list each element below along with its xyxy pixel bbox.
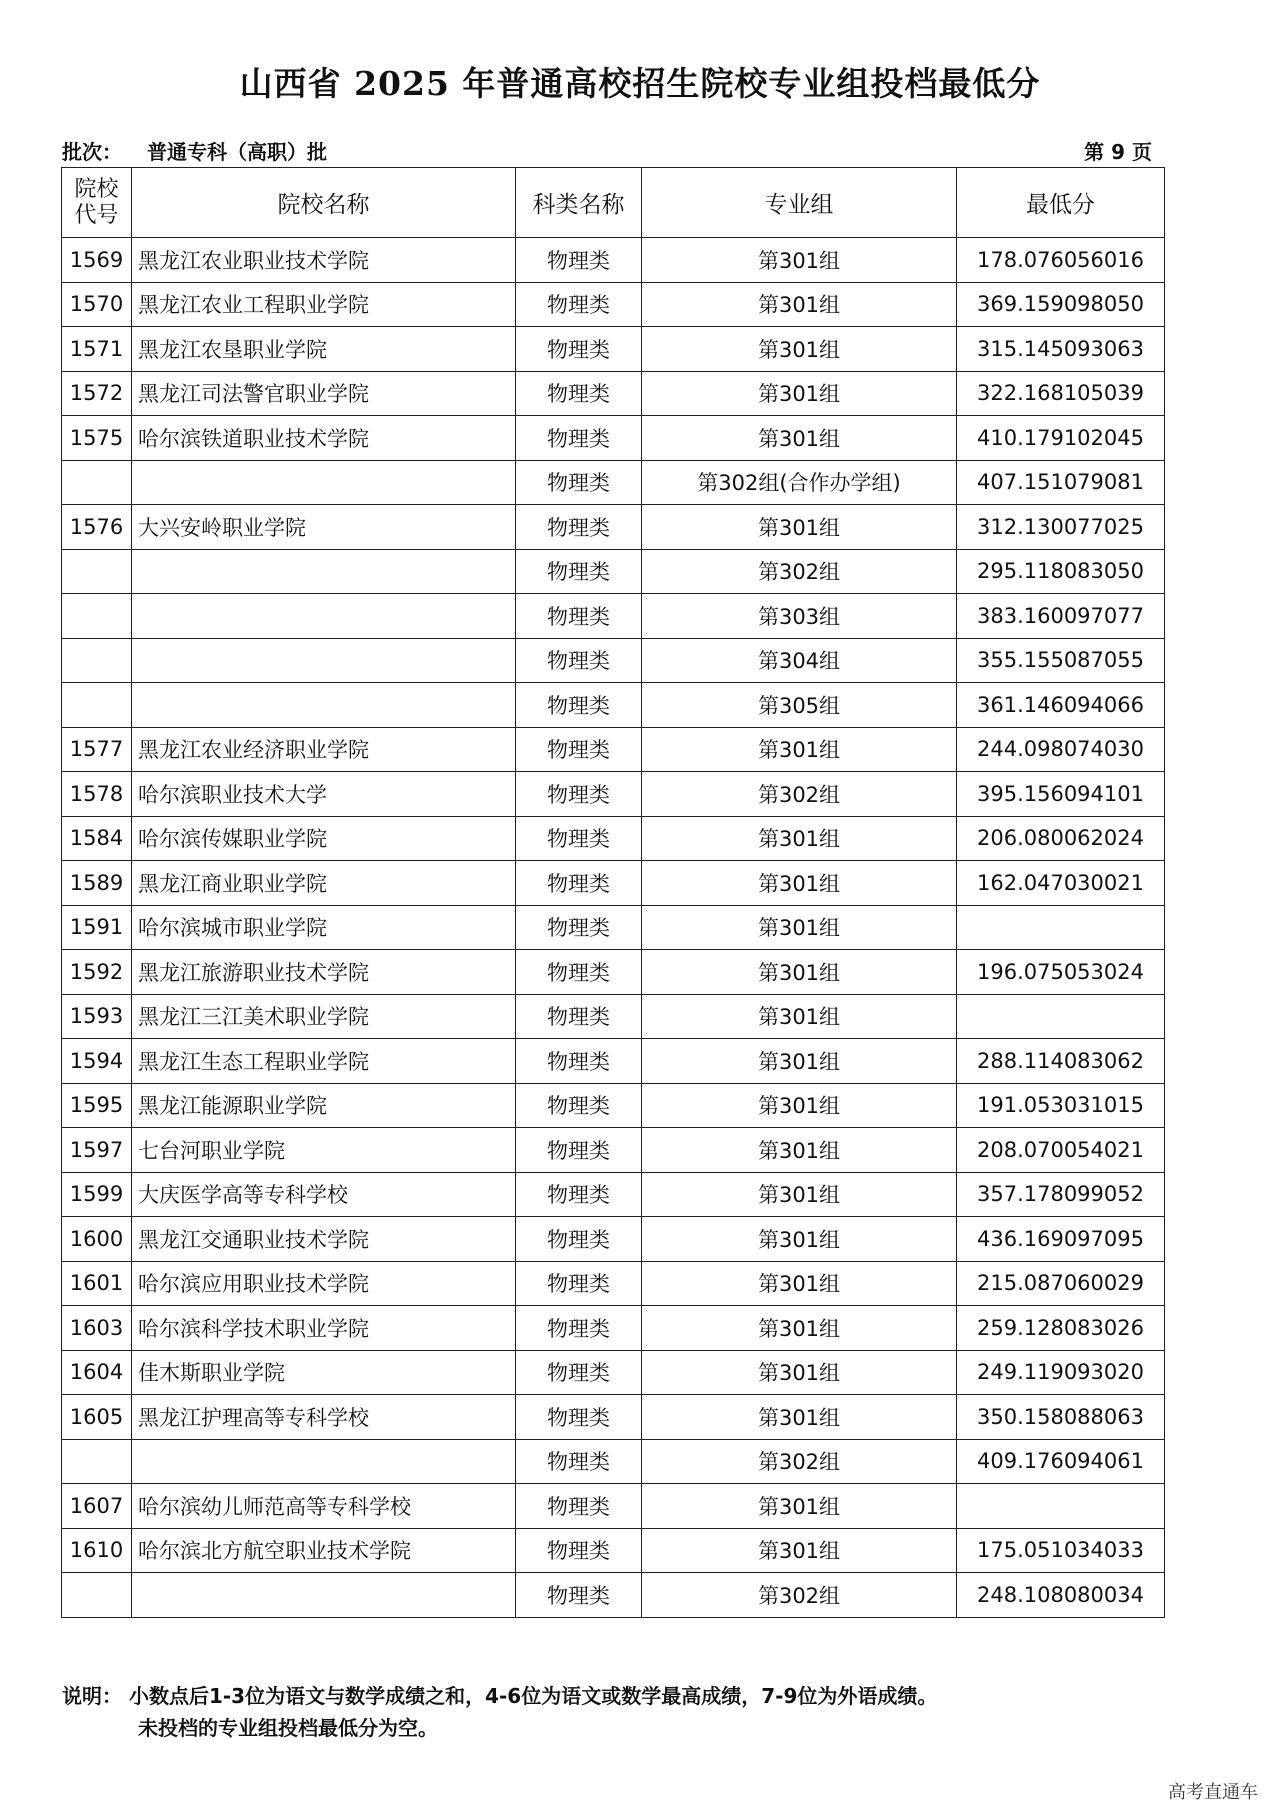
cell-code: 1570: [62, 282, 132, 327]
table-row: [62, 683, 1165, 728]
cell-code: 1591: [62, 905, 132, 950]
cell-category: 物理类: [516, 994, 642, 1039]
batch-line: [62, 136, 345, 165]
cell-min-score: 350.158088063: [957, 1395, 1165, 1440]
cell-code: [62, 460, 132, 505]
cell-group: 第301组: [642, 861, 957, 906]
score-table: [61, 167, 1165, 1618]
cell-code: 1600: [62, 1217, 132, 1262]
cell-name: 黑龙江农垦职业学院: [132, 327, 516, 372]
cell-group: 第302组: [642, 1573, 957, 1618]
cell-min-score: 295.118083050: [957, 549, 1165, 594]
cell-code: 1605: [62, 1395, 132, 1440]
cell-min-score: 395.156094101: [957, 772, 1165, 817]
cell-min-score: 410.179102045: [957, 416, 1165, 461]
cell-category: 物理类: [516, 1350, 642, 1395]
cell-category: 物理类: [516, 549, 642, 594]
cell-name: 黑龙江商业职业学院: [132, 861, 516, 906]
cell-name: 黑龙江能源职业学院: [132, 1083, 516, 1128]
table-row: [62, 1306, 1165, 1351]
cell-group: 第301组: [642, 1261, 957, 1306]
cell-name: [132, 549, 516, 594]
cell-name: 黑龙江农业经济职业学院: [132, 727, 516, 772]
watermark: 高考直通车: [1168, 1782, 1258, 1803]
cell-code: [62, 638, 132, 683]
cell-min-score: 383.160097077: [957, 594, 1165, 639]
cell-group: 第301组: [642, 238, 957, 283]
cell-name: [132, 460, 516, 505]
cell-category: 物理类: [516, 683, 642, 728]
cell-code: 1569: [62, 238, 132, 283]
cell-group: 第301组: [642, 1395, 957, 1440]
cell-min-score: 355.155087055: [957, 638, 1165, 683]
table-row: [62, 1172, 1165, 1217]
cell-group: 第301组: [642, 1128, 957, 1173]
table-row: [62, 1484, 1165, 1529]
table-row: [62, 1039, 1165, 1084]
cell-group: 第301组: [642, 1039, 957, 1084]
cell-category: 物理类: [516, 505, 642, 550]
cell-name: 黑龙江护理高等专科学校: [132, 1395, 516, 1440]
cell-name: [132, 638, 516, 683]
table-row: [62, 1128, 1165, 1173]
cell-group: 第301组: [642, 1083, 957, 1128]
cell-name: 黑龙江农业职业技术学院: [132, 238, 516, 283]
cell-min-score: 369.159098050: [957, 282, 1165, 327]
cell-category: 物理类: [516, 416, 642, 461]
cell-group: 第303组: [642, 594, 957, 639]
cell-name: 佳木斯职业学院: [132, 1350, 516, 1395]
cell-name: 哈尔滨幼儿师范高等专科学校: [132, 1484, 516, 1529]
table-row: [62, 327, 1165, 372]
cell-group: 第301组: [642, 505, 957, 550]
table-body: [62, 238, 1165, 1618]
table-row: [62, 1528, 1165, 1573]
cell-name: 哈尔滨铁道职业技术学院: [132, 416, 516, 461]
cell-group: 第304组: [642, 638, 957, 683]
cell-min-score: 249.119093020: [957, 1350, 1165, 1395]
cell-category: 物理类: [516, 327, 642, 372]
cell-category: 物理类: [516, 727, 642, 772]
cell-name: [132, 1573, 516, 1618]
footnote: [62, 1680, 937, 1744]
cell-name: 哈尔滨科学技术职业学院: [132, 1306, 516, 1351]
cell-group: 第301组: [642, 994, 957, 1039]
cell-min-score: 244.098074030: [957, 727, 1165, 772]
cell-code: 1578: [62, 772, 132, 817]
cell-group: 第301组: [642, 950, 957, 995]
cell-group: 第302组: [642, 549, 957, 594]
cell-code: 1571: [62, 327, 132, 372]
cell-category: 物理类: [516, 594, 642, 639]
cell-group: 第301组: [642, 1484, 957, 1529]
cell-group: 第301组: [642, 371, 957, 416]
cell-name: [132, 1439, 516, 1484]
cell-category: 物理类: [516, 638, 642, 683]
cell-group: 第301组: [642, 1217, 957, 1262]
cell-category: 物理类: [516, 816, 642, 861]
header-group: 专业组: [642, 168, 957, 238]
cell-code: 1599: [62, 1172, 132, 1217]
cell-name: 黑龙江农业工程职业学院: [132, 282, 516, 327]
cell-name: 哈尔滨应用职业技术学院: [132, 1261, 516, 1306]
cell-name: 黑龙江司法警官职业学院: [132, 371, 516, 416]
header-category: 科类名称: [516, 168, 642, 238]
cell-min-score: 312.130077025: [957, 505, 1165, 550]
batch-label: 批次：: [62, 140, 122, 164]
cell-min-score: [957, 905, 1165, 950]
table-row: [62, 1439, 1165, 1484]
cell-category: 物理类: [516, 1573, 642, 1618]
cell-group: 第302组: [642, 772, 957, 817]
cell-code: 1572: [62, 371, 132, 416]
cell-code: 1593: [62, 994, 132, 1039]
cell-group: 第301组: [642, 416, 957, 461]
cell-name: 黑龙江旅游职业技术学院: [132, 950, 516, 995]
cell-name: [132, 594, 516, 639]
cell-code: [62, 1573, 132, 1618]
cell-category: 物理类: [516, 282, 642, 327]
cell-min-score: [957, 994, 1165, 1039]
table-row: [62, 371, 1165, 416]
table-row: [62, 950, 1165, 995]
cell-group: 第301组: [642, 327, 957, 372]
table-row: [62, 238, 1165, 283]
table-row: [62, 282, 1165, 327]
cell-category: 物理类: [516, 1128, 642, 1173]
cell-name: 七台河职业学院: [132, 1128, 516, 1173]
cell-category: 物理类: [516, 1083, 642, 1128]
cell-code: 1595: [62, 1083, 132, 1128]
cell-group: 第301组: [642, 727, 957, 772]
header-min-score: 最低分: [957, 168, 1165, 238]
cell-code: 1589: [62, 861, 132, 906]
cell-category: 物理类: [516, 371, 642, 416]
cell-code: 1604: [62, 1350, 132, 1395]
cell-min-score: 215.087060029: [957, 1261, 1165, 1306]
cell-group: 第301组: [642, 1306, 957, 1351]
table-row: [62, 1083, 1165, 1128]
cell-min-score: 322.168105039: [957, 371, 1165, 416]
table-row: [62, 594, 1165, 639]
cell-name: 黑龙江交通职业技术学院: [132, 1217, 516, 1262]
cell-name: 大庆医学高等专科学校: [132, 1172, 516, 1217]
cell-min-score: 208.070054021: [957, 1128, 1165, 1173]
cell-category: 物理类: [516, 772, 642, 817]
cell-min-score: [957, 1484, 1165, 1529]
cell-code: [62, 549, 132, 594]
table-row: [62, 1261, 1165, 1306]
table-row: [62, 416, 1165, 461]
table-row: [62, 1350, 1165, 1395]
table-row: [62, 1217, 1165, 1262]
cell-category: 物理类: [516, 1261, 642, 1306]
cell-min-score: 196.075053024: [957, 950, 1165, 995]
cell-code: 1594: [62, 1039, 132, 1084]
cell-group: 第301组: [642, 1172, 957, 1217]
cell-min-score: 361.146094066: [957, 683, 1165, 728]
cell-group: 第305组: [642, 683, 957, 728]
cell-min-score: 407.151079081: [957, 460, 1165, 505]
cell-category: 物理类: [516, 1217, 642, 1262]
cell-name: 大兴安岭职业学院: [132, 505, 516, 550]
cell-group: 第302组(合作办学组): [642, 460, 957, 505]
table-row: [62, 1573, 1165, 1618]
cell-name: 哈尔滨传媒职业学院: [132, 816, 516, 861]
cell-code: 1603: [62, 1306, 132, 1351]
cell-min-score: 259.128083026: [957, 1306, 1165, 1351]
cell-code: 1610: [62, 1528, 132, 1573]
cell-code: 1576: [62, 505, 132, 550]
table-row: [62, 638, 1165, 683]
cell-code: [62, 1439, 132, 1484]
cell-code: 1607: [62, 1484, 132, 1529]
page-number: 第 9 页: [1084, 140, 1152, 164]
cell-code: 1592: [62, 950, 132, 995]
cell-min-score: 436.169097095: [957, 1217, 1165, 1262]
cell-category: 物理类: [516, 1439, 642, 1484]
cell-name: 黑龙江生态工程职业学院: [132, 1039, 516, 1084]
table-row: [62, 994, 1165, 1039]
cell-group: 第301组: [642, 1350, 957, 1395]
cell-group: 第301组: [642, 1528, 957, 1573]
cell-name: [132, 683, 516, 728]
cell-min-score: 162.047030021: [957, 861, 1165, 906]
cell-name: 哈尔滨城市职业学院: [132, 905, 516, 950]
footnote-line1: 说明： 小数点后1-3位为语文与数学成绩之和，4-6位为语文或数学最高成绩，7-9位为外语成绩。: [62, 1684, 938, 1708]
cell-min-score: 409.176094061: [957, 1439, 1165, 1484]
page-title: 山西省 2025 年普通高校招生院校专业组投档最低分: [239, 64, 1041, 103]
table-header-row: [62, 168, 1165, 238]
footnote-line2: 未投档的专业组投档最低分为空。: [138, 1716, 438, 1740]
cell-category: 物理类: [516, 1039, 642, 1084]
cell-code: [62, 683, 132, 728]
cell-code: 1601: [62, 1261, 132, 1306]
cell-category: 物理类: [516, 950, 642, 995]
cell-category: 物理类: [516, 1306, 642, 1351]
cell-category: 物理类: [516, 861, 642, 906]
table-row: [62, 460, 1165, 505]
cell-category: 物理类: [516, 238, 642, 283]
cell-min-score: 178.076056016: [957, 238, 1165, 283]
cell-category: 物理类: [516, 460, 642, 505]
cell-category: 物理类: [516, 1484, 642, 1529]
table-row: [62, 1395, 1165, 1440]
table-row: [62, 505, 1165, 550]
cell-group: 第302组: [642, 1439, 957, 1484]
table-row: [62, 861, 1165, 906]
batch-value: 普通专科（高职）批: [146, 140, 327, 164]
cell-category: 物理类: [516, 1172, 642, 1217]
cell-name: 哈尔滨北方航空职业技术学院: [132, 1528, 516, 1573]
cell-min-score: 175.051034033: [957, 1528, 1165, 1573]
cell-min-score: 206.080062024: [957, 816, 1165, 861]
cell-code: [62, 594, 132, 639]
cell-code: 1597: [62, 1128, 132, 1173]
cell-min-score: 288.114083062: [957, 1039, 1165, 1084]
table-row: [62, 816, 1165, 861]
cell-category: 物理类: [516, 1395, 642, 1440]
cell-min-score: 357.178099052: [957, 1172, 1165, 1217]
cell-category: 物理类: [516, 905, 642, 950]
table-row: [62, 905, 1165, 950]
cell-min-score: 315.145093063: [957, 327, 1165, 372]
header-code: 院校 代号: [62, 168, 132, 238]
table-row: [62, 549, 1165, 594]
cell-code: 1577: [62, 727, 132, 772]
cell-group: 第301组: [642, 816, 957, 861]
cell-group: 第301组: [642, 282, 957, 327]
cell-group: 第301组: [642, 905, 957, 950]
cell-min-score: 248.108080034: [957, 1573, 1165, 1618]
cell-category: 物理类: [516, 1528, 642, 1573]
cell-code: 1575: [62, 416, 132, 461]
table-row: [62, 727, 1165, 772]
header-name: 院校名称: [132, 168, 516, 238]
cell-min-score: 191.053031015: [957, 1083, 1165, 1128]
cell-name: 哈尔滨职业技术大学: [132, 772, 516, 817]
cell-code: 1584: [62, 816, 132, 861]
table-row: [62, 772, 1165, 817]
cell-name: 黑龙江三江美术职业学院: [132, 994, 516, 1039]
